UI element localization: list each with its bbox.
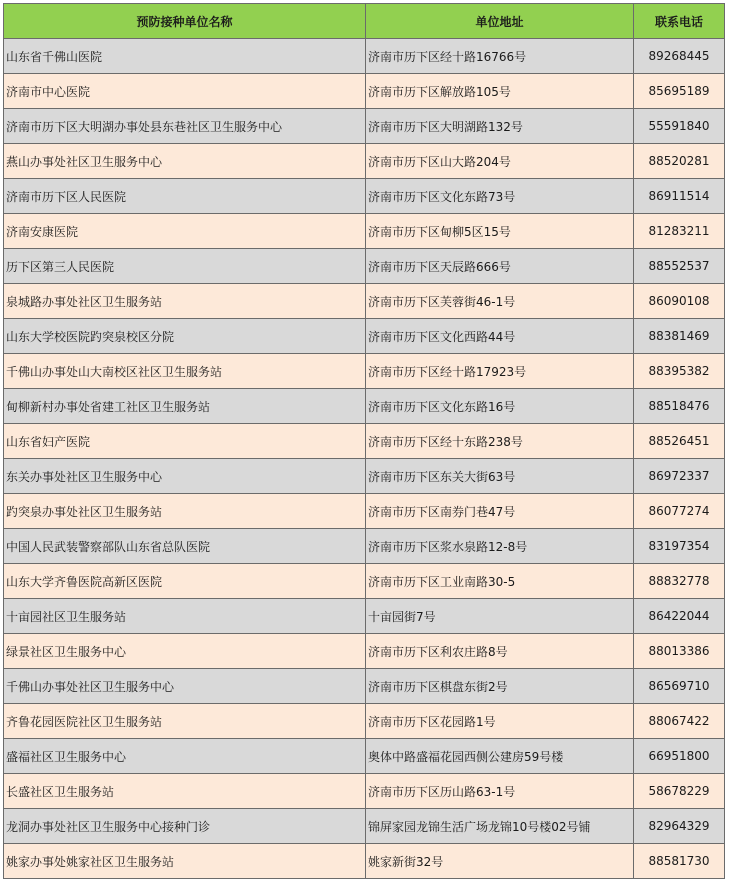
table-row <box>4 809 725 844</box>
header-row <box>4 4 725 39</box>
unit-address-cell: 济南市历下区花园路1号 <box>366 704 634 739</box>
table-row <box>4 634 725 669</box>
unit-name-cell: 泉城路办事处社区卫生服务站 <box>4 284 366 319</box>
table-row <box>4 424 725 459</box>
table-row <box>4 774 725 809</box>
unit-name-cell: 姚家办事处姚家社区卫生服务站 <box>4 844 366 879</box>
phone-cell: 86911514 <box>634 179 725 214</box>
table-body <box>4 39 725 879</box>
unit-address-cell: 济南市历下区经十路17923号 <box>366 354 634 389</box>
unit-name-cell: 东关办事处社区卫生服务中心 <box>4 459 366 494</box>
phone-cell: 82964329 <box>634 809 725 844</box>
unit-address-cell: 十亩园街7号 <box>366 599 634 634</box>
phone-cell: 55591840 <box>634 109 725 144</box>
unit-address-cell: 济南市历下区大明湖路132号 <box>366 109 634 144</box>
phone-cell: 88395382 <box>634 354 725 389</box>
unit-address-cell: 姚家新街32号 <box>366 844 634 879</box>
table-row <box>4 389 725 424</box>
table-row <box>4 459 725 494</box>
unit-address-cell: 济南市历下区芙蓉街46-1号 <box>366 284 634 319</box>
unit-name-cell: 中国人民武装警察部队山东省总队医院 <box>4 529 366 564</box>
table-row <box>4 529 725 564</box>
table-row <box>4 564 725 599</box>
unit-address-cell: 济南市历下区山大路204号 <box>366 144 634 179</box>
table-row <box>4 144 725 179</box>
phone-cell: 88520281 <box>634 144 725 179</box>
table-row <box>4 844 725 879</box>
table-row <box>4 179 725 214</box>
phone-cell: 88518476 <box>634 389 725 424</box>
unit-name-cell: 济南市中心医院 <box>4 74 366 109</box>
unit-name-cell: 十亩园社区卫生服务站 <box>4 599 366 634</box>
table-row <box>4 704 725 739</box>
phone-cell: 66951800 <box>634 739 725 774</box>
table-row <box>4 599 725 634</box>
unit-name-cell: 燕山办事处社区卫生服务中心 <box>4 144 366 179</box>
phone-cell: 88013386 <box>634 634 725 669</box>
unit-address-cell: 济南市历下区工业南路30-5 <box>366 564 634 599</box>
unit-address-cell: 济南市历下区浆水泉路12-8号 <box>366 529 634 564</box>
phone-cell: 58678229 <box>634 774 725 809</box>
unit-name-cell: 济南安康医院 <box>4 214 366 249</box>
unit-address-cell: 济南市历下区文化东路16号 <box>366 389 634 424</box>
phone-cell: 88832778 <box>634 564 725 599</box>
table-row <box>4 669 725 704</box>
unit-address-cell: 济南市历下区解放路105号 <box>366 74 634 109</box>
table-row <box>4 494 725 529</box>
phone-cell: 89268445 <box>634 39 725 74</box>
unit-name-cell: 千佛山办事处社区卫生服务中心 <box>4 669 366 704</box>
table-row <box>4 739 725 774</box>
phone-cell: 88381469 <box>634 319 725 354</box>
unit-address-cell: 奥体中路盛福花园西侧公建房59号楼 <box>366 739 634 774</box>
table-row <box>4 39 725 74</box>
unit-address-cell: 济南市历下区经十路16766号 <box>366 39 634 74</box>
table-row <box>4 284 725 319</box>
phone-cell: 86422044 <box>634 599 725 634</box>
unit-address-cell: 锦屏家园龙锦生活广场龙锦10号楼02号铺 <box>366 809 634 844</box>
unit-address-cell: 济南市历下区利农庄路8号 <box>366 634 634 669</box>
phone-cell: 88067422 <box>634 704 725 739</box>
table-row <box>4 354 725 389</box>
phone-cell: 88581730 <box>634 844 725 879</box>
unit-name-cell: 山东省妇产医院 <box>4 424 366 459</box>
phone-cell: 86972337 <box>634 459 725 494</box>
unit-name-cell: 龙洞办事处社区卫生服务中心接种门诊 <box>4 809 366 844</box>
unit-name-cell: 济南市历下区大明湖办事处县东巷社区卫生服务中心 <box>4 109 366 144</box>
unit-name-cell: 山东大学齐鲁医院高新区医院 <box>4 564 366 599</box>
phone-cell: 85695189 <box>634 74 725 109</box>
unit-address-cell: 济南市历下区棋盘东街2号 <box>366 669 634 704</box>
phone-cell: 83197354 <box>634 529 725 564</box>
unit-name-cell: 千佛山办事处山大南校区社区卫生服务站 <box>4 354 366 389</box>
header-unit-name: 预防接种单位名称 <box>4 4 366 39</box>
header-unit-address: 单位地址 <box>366 4 634 39</box>
header-phone: 联系电话 <box>634 4 725 39</box>
table-row <box>4 214 725 249</box>
table-row <box>4 319 725 354</box>
unit-name-cell: 山东省千佛山医院 <box>4 39 366 74</box>
unit-address-cell: 济南市历下区文化东路73号 <box>366 179 634 214</box>
unit-address-cell: 济南市历下区历山路63-1号 <box>366 774 634 809</box>
phone-cell: 86090108 <box>634 284 725 319</box>
unit-name-cell: 绿景社区卫生服务中心 <box>4 634 366 669</box>
unit-address-cell: 济南市历下区甸柳5区15号 <box>366 214 634 249</box>
unit-address-cell: 济南市历下区东关大街63号 <box>366 459 634 494</box>
unit-name-cell: 济南市历下区人民医院 <box>4 179 366 214</box>
unit-address-cell: 济南市历下区文化西路44号 <box>366 319 634 354</box>
phone-cell: 88526451 <box>634 424 725 459</box>
unit-name-cell: 甸柳新村办事处省建工社区卫生服务站 <box>4 389 366 424</box>
phone-cell: 86569710 <box>634 669 725 704</box>
phone-cell: 88552537 <box>634 249 725 284</box>
unit-name-cell: 历下区第三人民医院 <box>4 249 366 284</box>
unit-name-cell: 长盛社区卫生服务站 <box>4 774 366 809</box>
unit-name-cell: 趵突泉办事处社区卫生服务站 <box>4 494 366 529</box>
unit-address-cell: 济南市历下区天辰路666号 <box>366 249 634 284</box>
vaccination-units-table <box>3 3 725 879</box>
unit-name-cell: 盛福社区卫生服务中心 <box>4 739 366 774</box>
table-row <box>4 109 725 144</box>
unit-address-cell: 济南市历下区南券门巷47号 <box>366 494 634 529</box>
table-row <box>4 249 725 284</box>
phone-cell: 81283211 <box>634 214 725 249</box>
unit-address-cell: 济南市历下区经十东路238号 <box>366 424 634 459</box>
unit-name-cell: 山东大学校医院趵突泉校区分院 <box>4 319 366 354</box>
unit-name-cell: 齐鲁花园医院社区卫生服务站 <box>4 704 366 739</box>
phone-cell: 86077274 <box>634 494 725 529</box>
table-row <box>4 74 725 109</box>
